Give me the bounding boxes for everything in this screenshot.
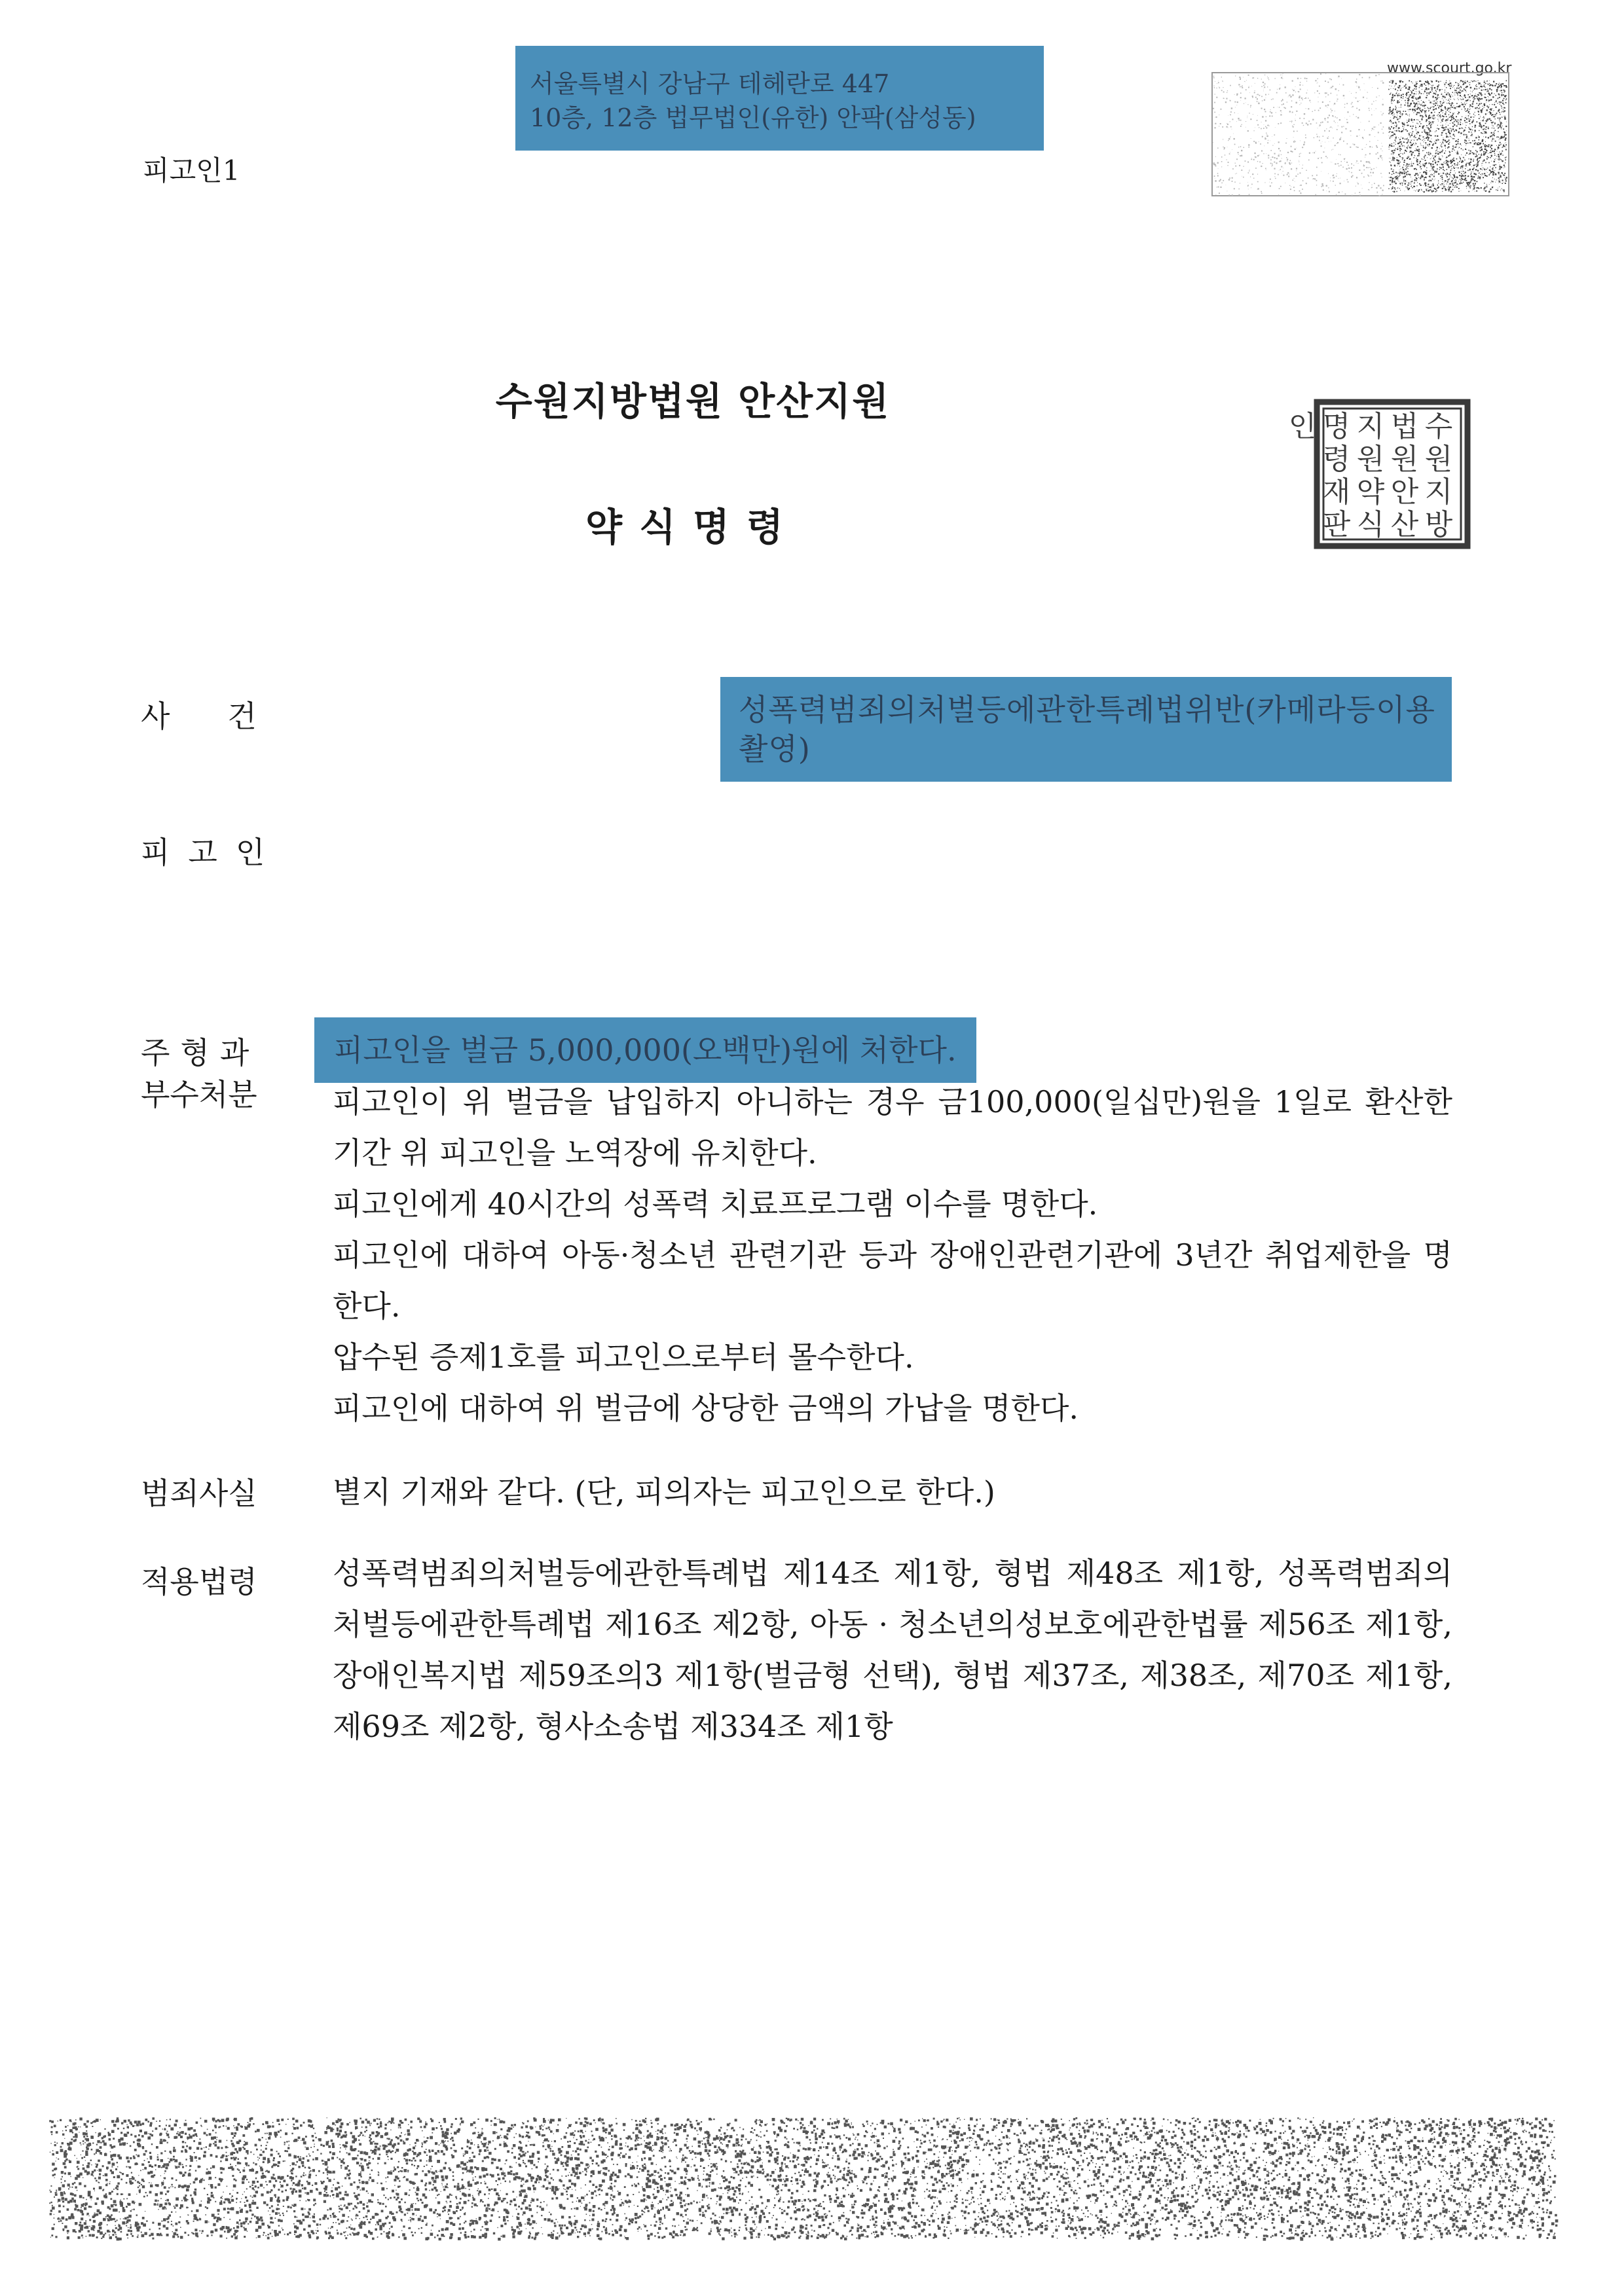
- address-line-1: 서울특별시 강남구 테헤란로 447: [530, 69, 890, 98]
- court-seal-stamp: [1288, 398, 1471, 550]
- svg-text:원: 원: [1424, 443, 1453, 476]
- svg-text:판: 판: [1322, 508, 1351, 541]
- svg-text:령: 령: [1322, 443, 1351, 476]
- sentence-item: 피고인에 대하여 위 벌금에 상당한 금액의 가납을 명한다.: [333, 1391, 1079, 1426]
- svg-text:원: 원: [1390, 443, 1419, 476]
- footer-security-pattern: [49, 2117, 1555, 2238]
- main-sentence-redacted: 피고인을 벌금 5,000,000(오백만)원에 처한다.: [314, 1017, 976, 1083]
- svg-text:지: 지: [1356, 410, 1385, 443]
- svg-text:수: 수: [1424, 410, 1453, 443]
- svg-text:명: 명: [1322, 410, 1351, 443]
- svg-text:재: 재: [1322, 475, 1351, 509]
- svg-text:안: 안: [1390, 475, 1419, 509]
- label-sentence-line2: 부수처분: [141, 1077, 257, 1112]
- court-name: 수원지방법원 안산지원: [495, 379, 891, 424]
- qr-code-icon: [1388, 80, 1506, 191]
- address-line-2: 10층, 12층 법무법인(유한) 안팍(삼성동): [530, 103, 976, 132]
- sentence-item: 피고인이 위 벌금을 납입하지 아니하는 경우 금100,000(일십만)원을 1일로 환산한 기간 위 피고인을 노역장에 유치한다.: [333, 1084, 1452, 1171]
- site-url: www.scourt.go.kr: [1387, 60, 1512, 77]
- sentence-items: [333, 1076, 1452, 1434]
- svg-text:산: 산: [1390, 508, 1419, 541]
- sentence-item: 피고인에 대하여 아동·청소년 관련기관 등과 장애인관련기관에 3년간 취업제한을 명한다.: [333, 1237, 1452, 1324]
- redacted-address-box: [515, 46, 1044, 151]
- criminal-facts-text: 별지 기재와 같다. (단, 피의자는 피고인으로 한다.): [333, 1474, 995, 1510]
- svg-text:법: 법: [1390, 410, 1419, 443]
- applicable-laws-text: 성폭력범죄의처벌등에관한특례법 제14조 제1항, 형법 제48조 제1항, 성폭력범죄의처벌등에관한특례법 제16조 제2항, 아동 · 청소년의성보호에관한법률 제56조 제1항, 장애인복지법 제59조의3 제1항(벌금형 선택), 형법 제37조, 제38조, 제70조 제1항, 제69조 제2항, 형사소송법 제334조 제1항: [333, 1556, 1452, 1744]
- document-title: 약식명령: [585, 505, 801, 549]
- svg-text:인: 인: [1288, 410, 1317, 443]
- sentence-item: 피고인에게 40시간의 성폭력 치료프로그램 이수를 명한다.: [333, 1186, 1098, 1222]
- sentence-item: 압수된 증제1호를 피고인으로부터 몰수한다.: [333, 1339, 914, 1375]
- svg-text:지: 지: [1424, 475, 1453, 509]
- svg-text:약: 약: [1356, 475, 1385, 509]
- label-defendant: 피고인: [141, 835, 284, 870]
- label-case: 사건: [141, 699, 314, 734]
- label-laws: 적용법령: [141, 1564, 257, 1599]
- case-name-redacted: 성폭력범죄의처벌등에관한특례법위반(카메라등이용촬영): [720, 677, 1452, 782]
- svg-text:원: 원: [1356, 443, 1385, 476]
- watermark-pattern: [1213, 73, 1383, 195]
- defendant-reference: 피고인1: [143, 155, 240, 187]
- svg-text:식: 식: [1356, 508, 1385, 541]
- svg-text:방: 방: [1424, 508, 1453, 541]
- label-facts: 범죄사실: [141, 1476, 257, 1511]
- verification-code-area: [1211, 72, 1509, 196]
- label-sentence-line1: 주형과: [141, 1035, 260, 1070]
